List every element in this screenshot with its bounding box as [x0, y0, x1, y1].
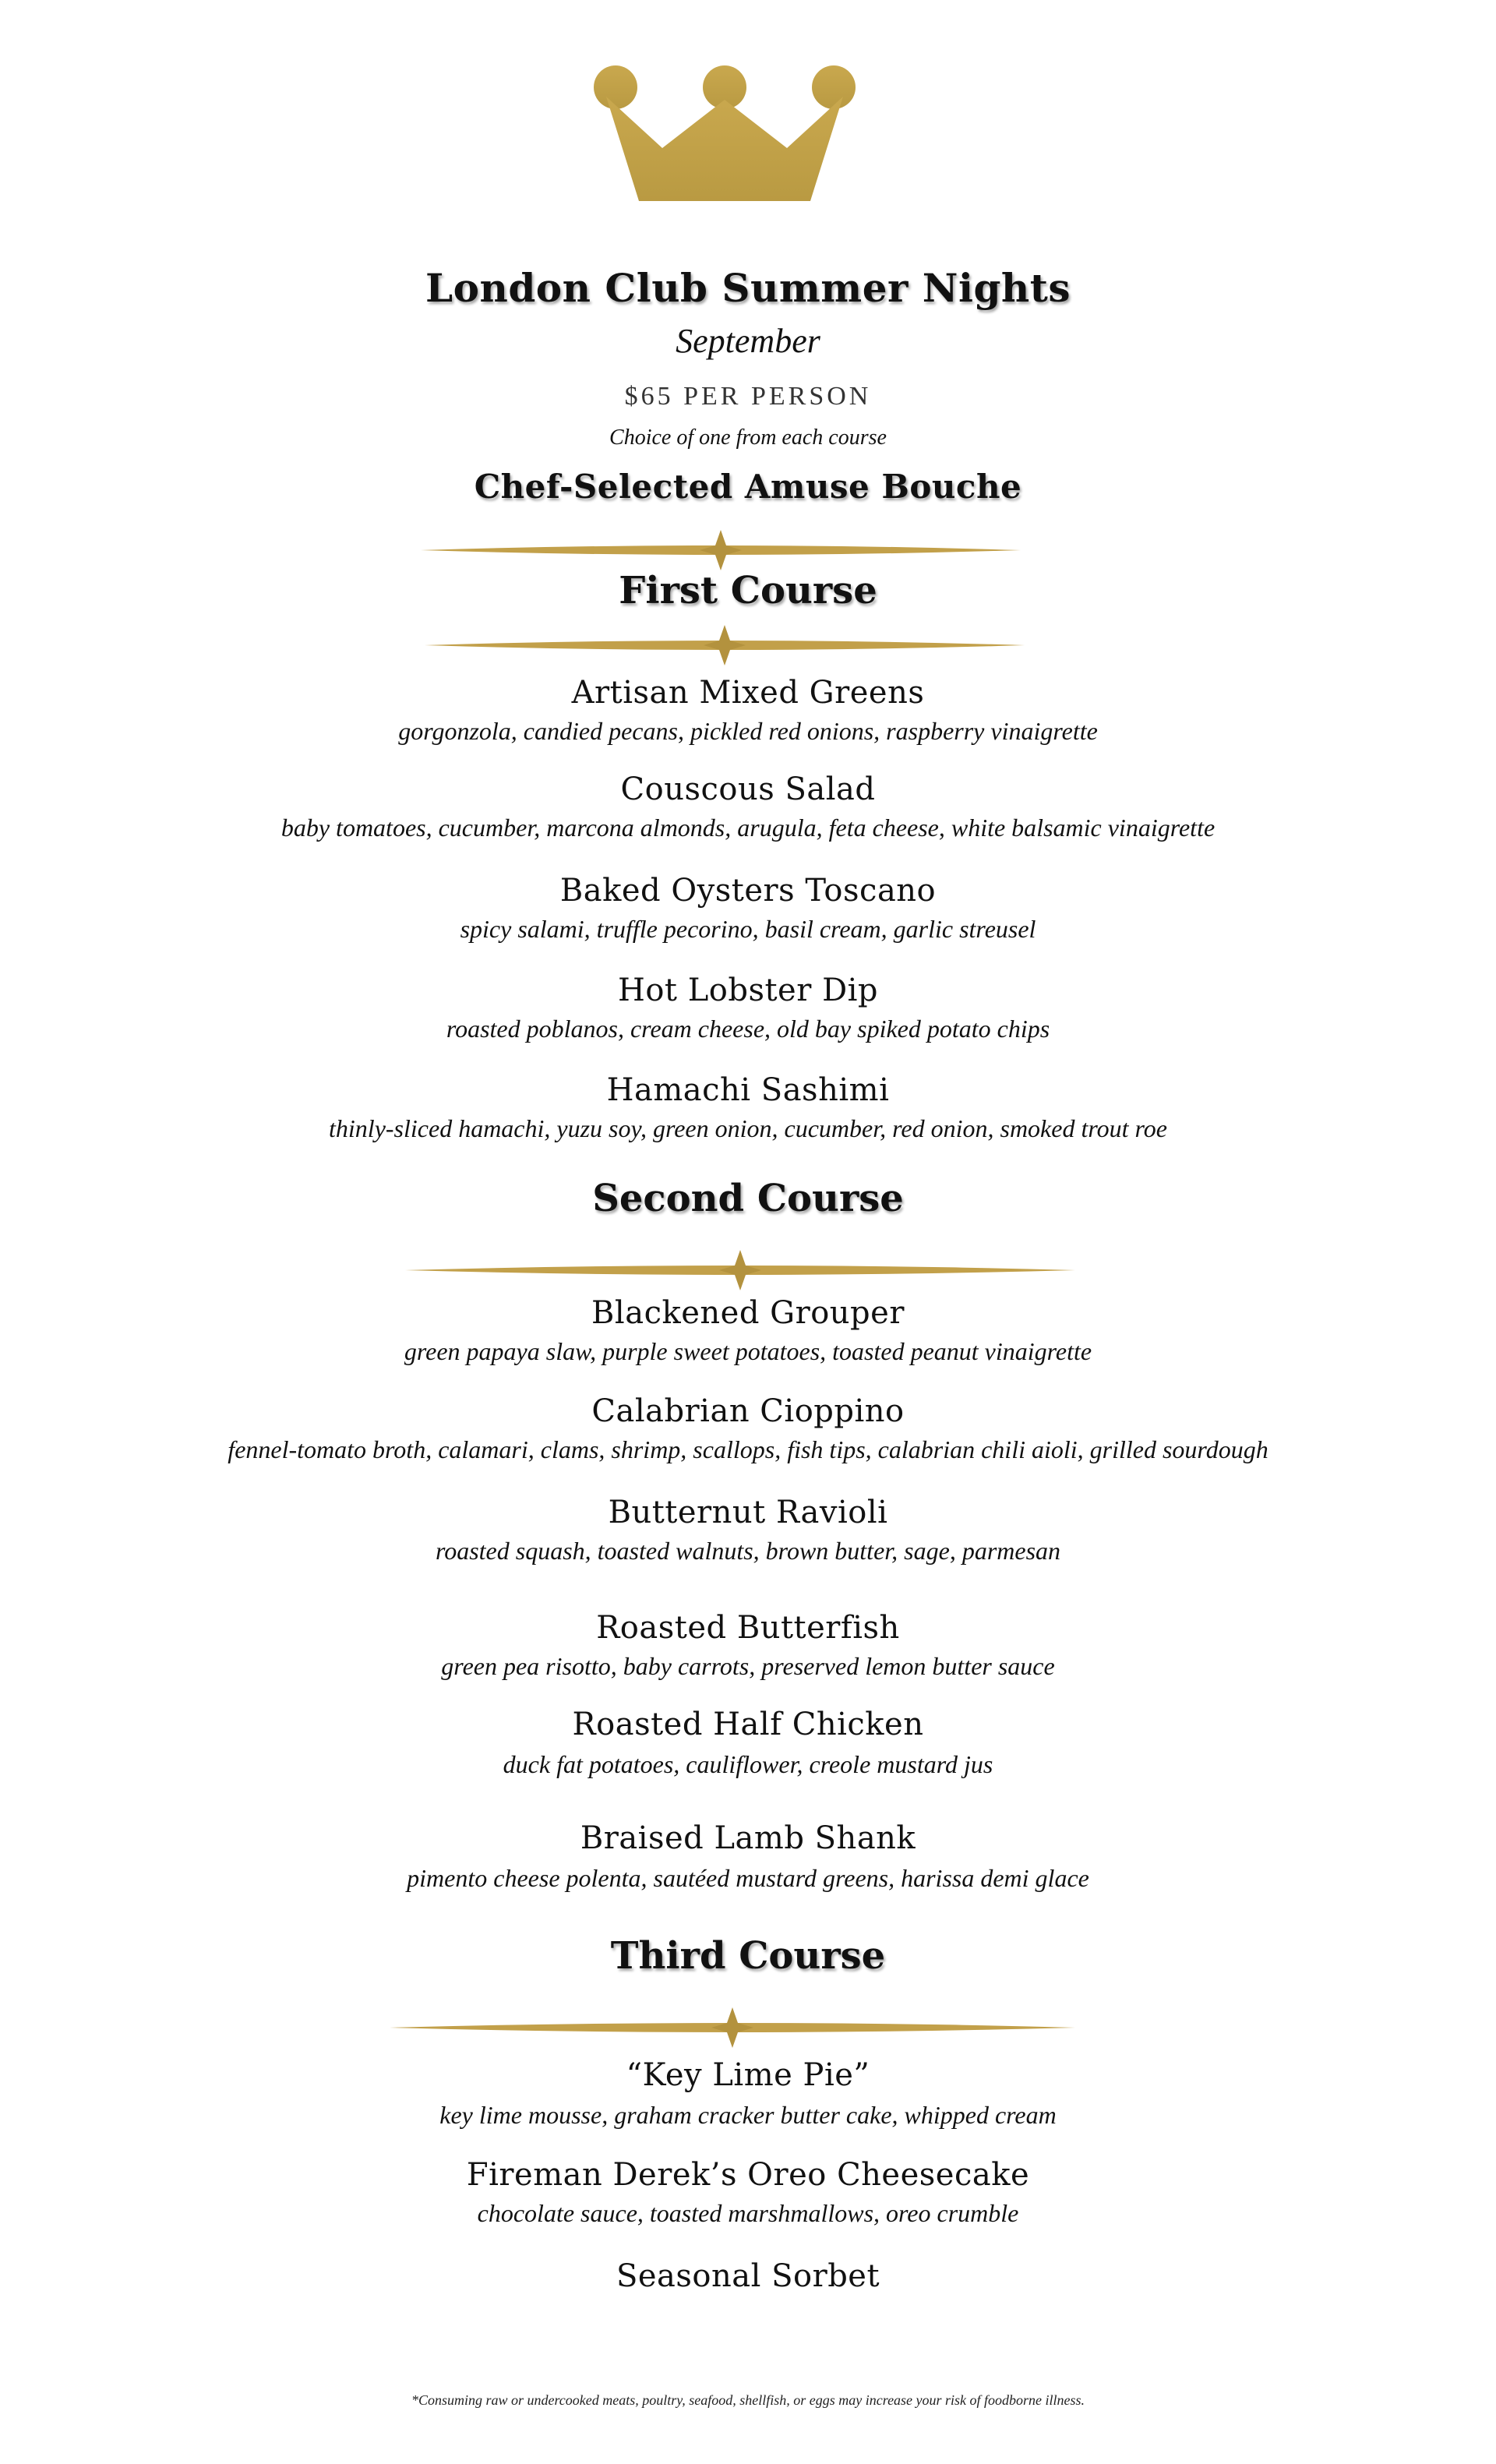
- dish-description: thinly-sliced hamachi, yuzu soy, green onion, cucumber, red onion, smoked trout roe: [329, 1114, 1167, 1142]
- dish-description: roasted poblanos, cream cheese, old bay spiked potato chips: [446, 1015, 1050, 1043]
- dish-description: key lime mousse, graham cracker butter cake, whipped cream: [439, 2101, 1057, 2129]
- dish-name: Seasonal Sorbet: [616, 2258, 880, 2294]
- dish-name: Baked Oysters Toscano: [559, 873, 937, 909]
- ornament-divider: [425, 622, 1025, 669]
- dish-name: “Key Lime Pie”: [626, 2057, 870, 2093]
- ornament-divider: [421, 527, 1021, 574]
- dish-description: baby tomatoes, cucumber, marcona almonds, arugula, feta cheese, white balsamic vinaigrette: [280, 814, 1216, 842]
- dish-name: Roasted Butterfish: [596, 1610, 900, 1646]
- dish-description: fennel-tomato broth, calamari, clams, shrimp, scallops, fish tips, calabrian chili aioli, grilled sourdough: [228, 1435, 1268, 1463]
- dish-name: Hot Lobster Dip: [617, 973, 879, 1008]
- dish-description: green pea risotto, baby carrots, preserved lemon butter sauce: [441, 1652, 1055, 1680]
- dish-name: Roasted Half Chicken: [572, 1707, 924, 1742]
- course-title-third: Third Course: [610, 1934, 886, 1978]
- dish-description: pimento cheese polenta, sautéed mustard greens, harissa demi glace: [407, 1864, 1089, 1892]
- menu-month: September: [676, 322, 820, 360]
- dish-name: Fireman Derek’s Oreo Cheesecake: [466, 2157, 1030, 2193]
- dish-name: Artisan Mixed Greens: [571, 675, 925, 711]
- dish-description: spicy salami, truffle pecorino, basil cream, garlic streusel: [460, 915, 1036, 943]
- dish-description: roasted squash, toasted walnuts, brown butter, sage, parmesan: [435, 1537, 1061, 1565]
- menu-choice-note: Choice of one from each course: [609, 425, 887, 450]
- food-safety-disclaimer: *Consuming raw or undercooked meats, poultry, seafood, shellfish, or eggs may increase your risk of foodborne illness.: [411, 2392, 1085, 2408]
- dish-name: Butternut Ravioli: [608, 1495, 888, 1530]
- dish-description: gorgonzola, candied pecans, pickled red onions, raspberry vinaigrette: [398, 717, 1098, 745]
- dish-description: duck fat potatoes, cauliflower, creole mustard jus: [503, 1750, 993, 1778]
- crown-logo: [592, 62, 857, 203]
- course-title-first: First Course: [619, 569, 877, 612]
- dish-name: Couscous Salad: [620, 771, 876, 807]
- ornament-divider: [390, 2004, 1075, 2051]
- course-title-second: Second Course: [592, 1177, 904, 1220]
- dish-description: chocolate sauce, toasted marshmallows, oreo crumble: [477, 2199, 1019, 2227]
- menu-title: London Club Summer Nights: [425, 265, 1071, 311]
- dish-name: Calabrian Cioppino: [591, 1393, 905, 1429]
- dish-name: Blackened Grouper: [591, 1295, 905, 1331]
- menu-price: $65 PER PERSON: [624, 382, 872, 411]
- dish-name: Hamachi Sashimi: [606, 1072, 890, 1108]
- amuse-bouche: Chef-Selected Amuse Bouche: [474, 468, 1022, 506]
- dish-description: green papaya slaw, purple sweet potatoes, toasted peanut vinaigrette: [404, 1337, 1092, 1365]
- ornament-divider: [405, 1247, 1075, 1294]
- dish-name: Braised Lamb Shank: [580, 1820, 916, 1856]
